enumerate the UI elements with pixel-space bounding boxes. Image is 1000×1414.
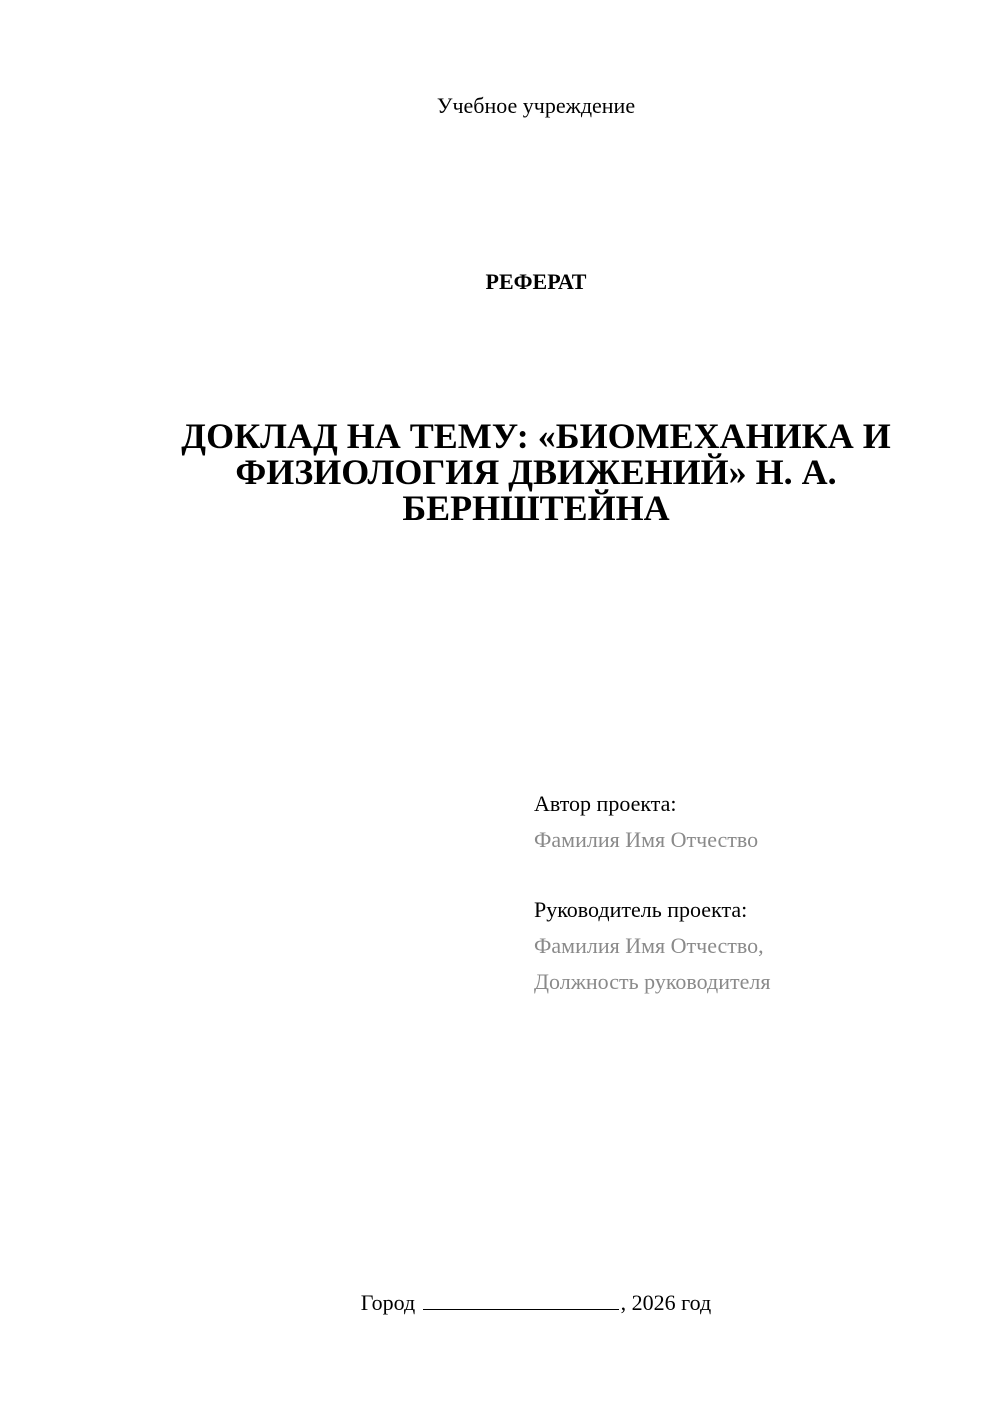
city-year-line bbox=[0, 1288, 1000, 1318]
supervisor-label: Руководитель проекта: bbox=[534, 897, 748, 922]
institution-name: Учебное учреждение bbox=[436, 93, 636, 118]
document-type: РЕФЕРАТ bbox=[485, 269, 587, 294]
supervisor-block bbox=[534, 892, 974, 1000]
author-label: Автор проекта: bbox=[534, 791, 677, 816]
author-name: Фамилия Имя Отчество bbox=[534, 827, 759, 852]
document-title-line: ДОКЛАД НА ТЕМУ: «БИОМЕХАНИКА И bbox=[181, 416, 891, 456]
city-label: Город bbox=[360, 1290, 416, 1315]
supervisor-name: Фамилия Имя Отчество, bbox=[534, 933, 764, 958]
document-title bbox=[150, 418, 922, 526]
document-title-line: ФИЗИОЛОГИЯ ДВИЖЕНИЙ» Н. А. bbox=[235, 452, 837, 492]
document-title-line: БЕРНШТЕЙНА bbox=[402, 488, 670, 528]
year-text: , 2026 год bbox=[620, 1290, 712, 1315]
supervisor-position: Должность руководителя bbox=[534, 969, 771, 994]
city-blank-line bbox=[423, 1289, 619, 1310]
author-block bbox=[534, 786, 974, 858]
